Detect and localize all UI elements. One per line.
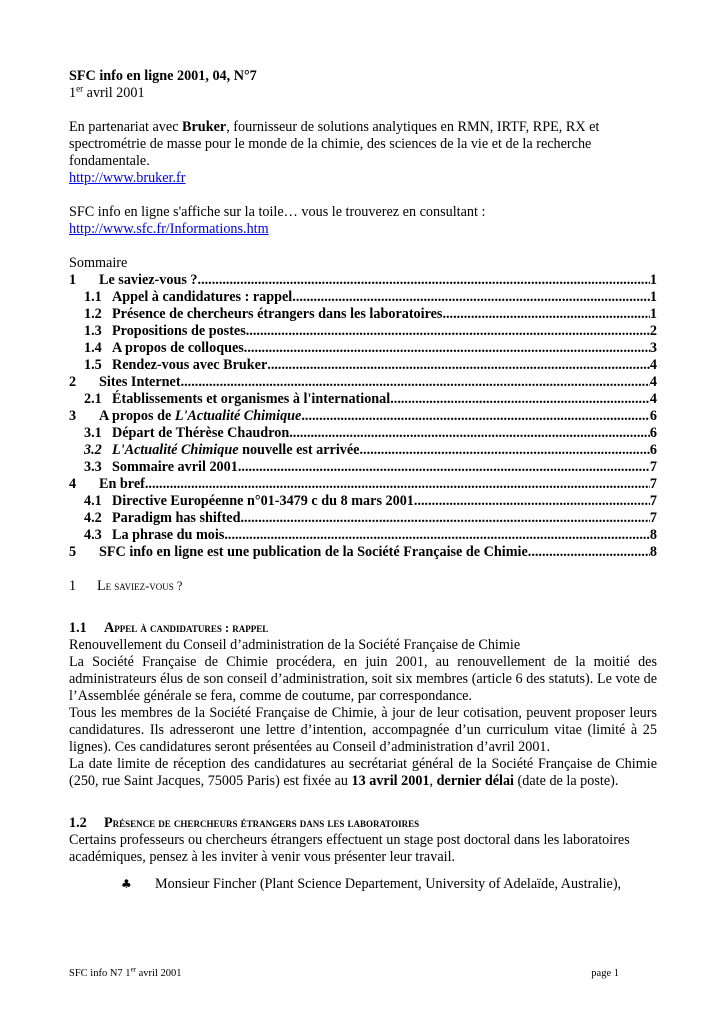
toc-leader: [238, 459, 650, 476]
header: [69, 68, 657, 102]
page-footer: [69, 965, 619, 982]
toc-item-1-4[interactable]: 1.4 A propos de colloques ..... 3: [69, 340, 657, 357]
section-1-heading: 1 Le saviez-vous ?: [69, 578, 183, 594]
footer-left: SFC info N7 1er avril 2001: [69, 965, 182, 979]
toc-leader: [528, 544, 650, 561]
toc-leader: [359, 442, 649, 459]
toc-page-number: 6: [649, 408, 657, 424]
toc-item-3[interactable]: 3 A propos de L'Actualité Chimique ..... 6: [69, 408, 657, 425]
toc-page-number: 4: [649, 357, 657, 373]
toc-page-number: 2: [649, 323, 657, 339]
footer-page-number: page 1: [591, 968, 619, 979]
partner-name: Bruker: [182, 119, 227, 135]
toc-page-number: 8: [649, 527, 657, 543]
toc-leader: [292, 289, 650, 306]
toc-leader: [301, 408, 650, 425]
toc-item-4-2[interactable]: 4.2 Paradigm has shifted. ..... 7: [69, 510, 657, 527]
toc-page-number: 3: [649, 340, 657, 356]
toc-page-number: 7: [649, 493, 657, 509]
toc-heading: Sommaire: [69, 255, 128, 271]
toc-page-number: 6: [649, 442, 657, 458]
online-paragraph: SFC info en ligne s'affiche sur la toile… vous le trouverez en consultant : http://www.sfc.fr/Informations.htm: [69, 204, 486, 237]
toc-page-number: 4: [649, 391, 657, 407]
toc-leader: [414, 493, 650, 510]
section-1-1-heading: 1.1 Appel à candidatures : rappel: [69, 620, 269, 636]
toc-item-4-1[interactable]: 4.1 Directive Européenne n°01-3479 c du 8 mars 2001 ..... 7: [69, 493, 657, 510]
section-1-1-p3: Tous les membres de la Société Française de Chimie, à jour de leur cotisation, peuvent proposer leurs candidatures. Ils adresseront une lettre d’intention, accompagnée d’un curriculum vitae (limité à 25 lignes). Ces candidatures seront présentées au Conseil d’administration d’avril 2001.: [69, 705, 657, 755]
toc-item-1-5[interactable]: 1.5 Rendez-vous avec Bruker ..... 4: [69, 357, 657, 374]
toc-page-number: 7: [649, 459, 657, 475]
bruker-link[interactable]: http://www.bruker.fr: [69, 170, 186, 186]
toc-page-number: 1: [649, 272, 657, 288]
toc-item-1-2[interactable]: 1.2 Présence de chercheurs étrangers dans les laboratoires ..... 1: [69, 306, 657, 323]
toc-leader: [244, 510, 650, 527]
toc-item-1[interactable]: 1 Le saviez-vous ? ..... 1: [69, 272, 657, 289]
toc-leader: [442, 306, 649, 323]
toc-item-5[interactable]: 5 SFC info en ligne est une publication de la Société Française de Chimie ..... 8: [69, 544, 657, 561]
toc-item-1-3[interactable]: 1.3 Propositions de postes ..... 2: [69, 323, 657, 340]
section-1-1-p2: La Société Française de Chimie procédera, en juin 2001, au renouvellement de la moitié des administrateurs élus de son conseil d’administration, soit six membres (article 6 des statuts). Le vote de l’Assemblée générale se fera, comme de coutume, par correspondance.: [69, 654, 657, 704]
partner-paragraph: En partenariat avec Bruker, fournisseur de solutions analytiques en RMN, IRTF, RPE, RX et spectrométrie de masse pour le monde de la chimie, des sciences de la vie et de la recherche fondamentale. http://www.bruker.fr: [69, 119, 600, 186]
toc-item-4-3[interactable]: 4.3 La phrase du mois ..... 8: [69, 527, 657, 544]
newsletter-title: SFC info en ligne 2001, 04, N°7: [69, 68, 257, 84]
toc-page-number: 8: [649, 544, 657, 560]
document-page: [69, 68, 657, 893]
toc-leader: [198, 272, 650, 289]
section-1-1-p1: Renouvellement du Conseil d’administration de la Société Française de Chimie: [69, 637, 521, 653]
toc-leader: [224, 527, 650, 544]
toc-page-number: 4: [649, 374, 657, 390]
club-icon: ♣: [121, 877, 132, 891]
toc-page-number: 1: [649, 306, 657, 322]
toc-item-3-2[interactable]: 3.2 L'Actualité Chimique nouvelle est arrivée ..... 6: [69, 442, 657, 459]
sfc-informations-link[interactable]: http://www.sfc.fr/Informations.htm: [69, 221, 269, 237]
table-of-contents: [69, 272, 657, 561]
toc-item-2[interactable]: 2 Sites Internet ..... 4: [69, 374, 657, 391]
toc-leader: [267, 357, 650, 374]
toc-item-2-1[interactable]: 2.1 Établissements et organismes à l'international ..... 4: [69, 391, 657, 408]
toc-leader: [289, 425, 650, 442]
toc-item-1-1[interactable]: 1.1 Appel à candidatures : rappel ..... 1: [69, 289, 657, 306]
toc-page-number: 6: [649, 425, 657, 441]
toc-page-number: 7: [649, 476, 657, 492]
list-item: ♣ Monsieur Fincher (Plant Science Departement, University of Adelaïde, Australie),: [121, 876, 622, 892]
section-1-1-p4: La date limite de réception des candidatures au secrétariat général de la Société Française de Chimie (250, rue Saint Jacques, 75005 Paris) est fixée au 13 avril 2001, dernier délai (date de la poste).: [69, 756, 657, 789]
toc-item-4[interactable]: 4 En bref ..... 7: [69, 476, 657, 493]
toc-leader: [390, 391, 650, 408]
toc-page-number: 1: [649, 289, 657, 305]
toc-item-3-3[interactable]: 3.3 Sommaire avril 2001 ..... 7: [69, 459, 657, 476]
toc-leader: [145, 476, 650, 493]
toc-leader: [244, 340, 650, 357]
toc-leader: [181, 374, 650, 391]
toc-leader: [246, 323, 650, 340]
section-1-2-p1: Certains professeurs ou chercheurs étrangers effectuent un stage post doctoral dans les laboratoires académiques, pensez à les inviter à venir vous présenter leur travail.: [69, 832, 630, 865]
issue-date: 1er avril 2001: [69, 83, 145, 101]
toc-page-number: 7: [649, 510, 657, 526]
section-1-2-heading: 1.2 Présence de chercheurs étrangers dans les laboratoires: [69, 815, 420, 831]
toc-item-3-1[interactable]: 3.1 Départ de Thérèse Chaudron ..... 6: [69, 425, 657, 442]
